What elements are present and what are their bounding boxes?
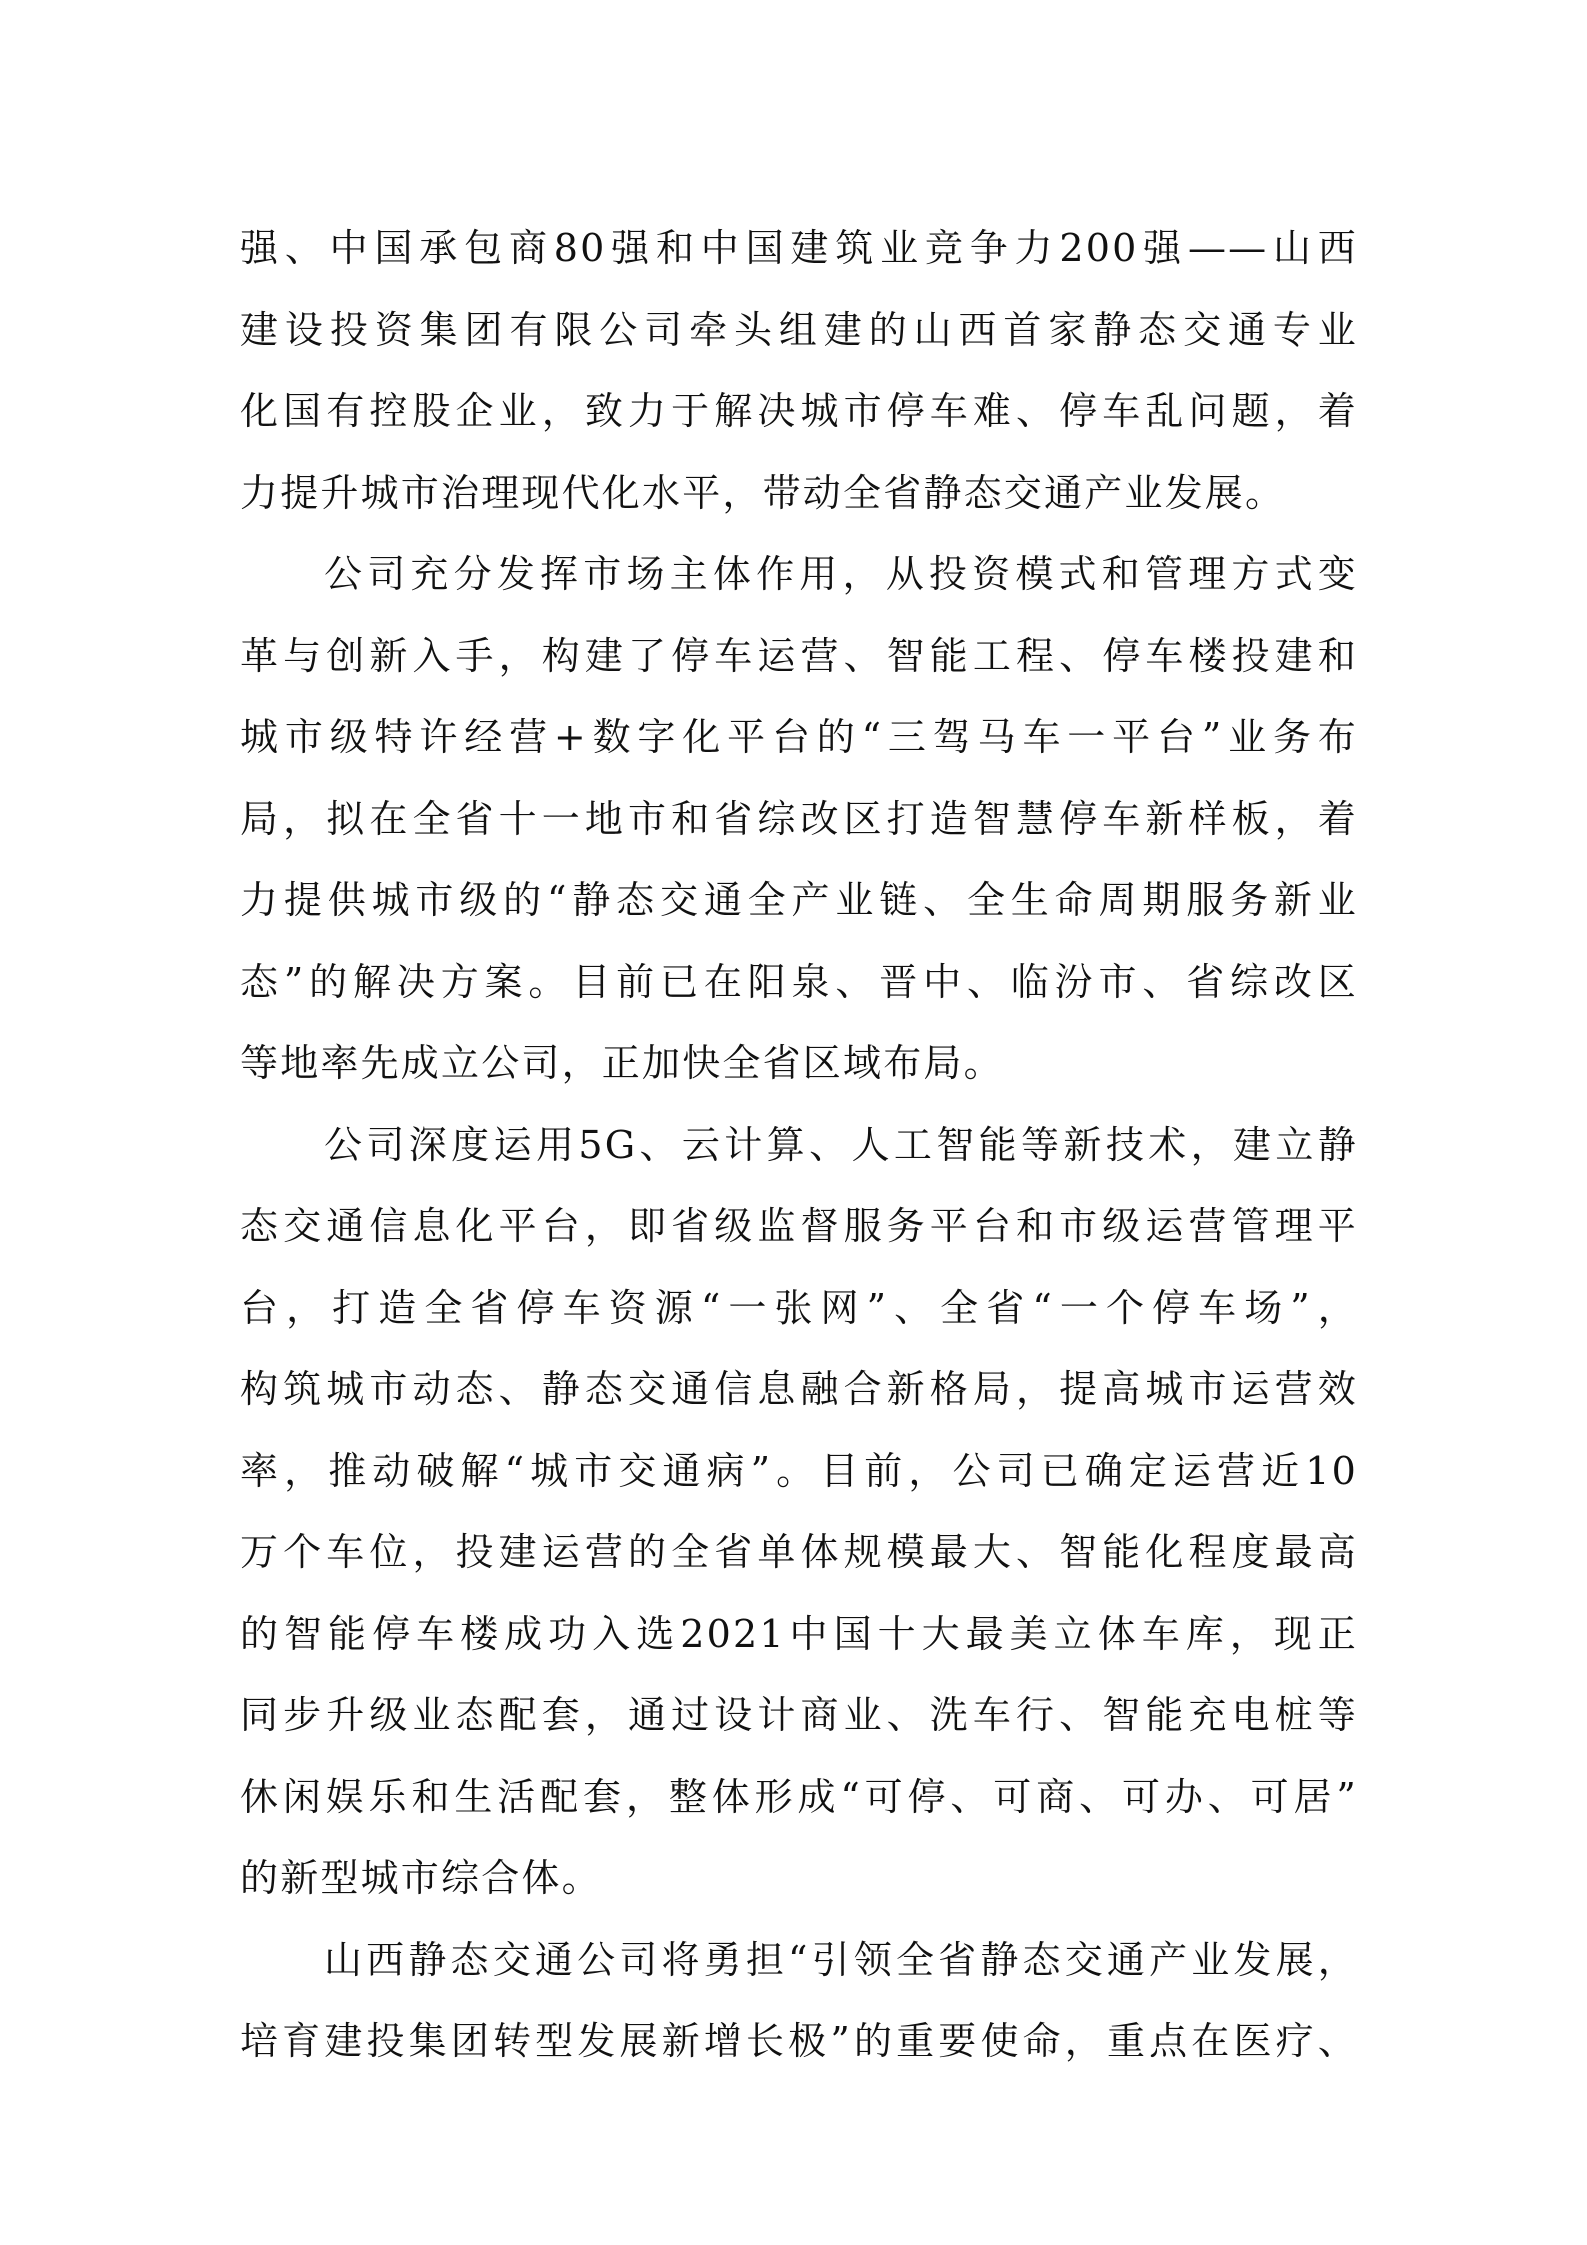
paragraph-mission [240,1920,1358,2083]
text-line: 的智能停车楼成功入选2021中国十大最美立体车库，现正 [240,1611,1358,1656]
text-line: 的新型城市综合体。 [240,1856,602,1900]
text-line: 强、中国承包商80强和中国建筑业竞争力200强——山西 [240,226,1358,270]
text-line: 山西静态交通公司将勇担“引领全省静态交通产业发展， [324,1937,1358,1982]
text-line: 培育建投集团转型发展新增长极”的重要使命，重点在医疗、 [240,2019,1358,2063]
text-line: 等地率先成立公司，正加快全省区域布局。 [240,1041,1004,1085]
paragraph-company-intro [240,208,1358,534]
text-line: 休闲娱乐和生活配套，整体形成“可停、可商、可办、可居” [240,1774,1358,1819]
paragraph-business-layout [240,534,1358,1105]
paragraph-technology-platform [240,1105,1358,1920]
text-line: 化国有控股企业，致力于解决城市停车难、停车乱问题，着 [240,389,1358,433]
document-page [240,208,1358,2083]
text-line: 革与创新入手，构建了停车运营、智能工程、停车楼投建和 [240,633,1358,678]
text-line: 态交通信息化平台，即省级监督服务平台和市级运营管理平 [240,1204,1358,1248]
text-line: 率，推动破解“城市交通病”。目前，公司已确定运营近10 [240,1448,1359,1493]
text-line: 态”的解决方案。目前已在阳泉、晋中、临汾市、省综改区 [240,959,1358,1004]
text-line: 公司充分发挥市场主体作用，从投资模式和管理方式变 [324,552,1358,596]
text-line: 建设投资集团有限公司牵头组建的山西首家静态交通专业 [240,307,1358,352]
text-line: 力提供城市级的“静态交通全产业链、全生命周期服务新业 [240,878,1358,922]
text-line: 台，打造全省停车资源“一张网”、全省“一个停车场”， [240,1285,1358,1330]
text-line: 局，拟在全省十一地市和省综改区打造智慧停车新样板，着 [240,796,1358,841]
text-line: 构筑城市动态、静态交通信息融合新格局，提高城市运营效 [240,1367,1358,1411]
text-line: 力提升城市治理现代化水平，带动全省静态交通产业发展。 [240,470,1286,515]
text-line: 城市级特许经营+数字化平台的“三驾马车一平台”业务布 [240,715,1358,759]
text-line: 同步升级业态配套，通过设计商业、洗车行、智能充电桩等 [240,1693,1358,1737]
text-line: 公司深度运用5G、云计算、人工智能等新技术，建立静 [324,1122,1358,1167]
text-line: 万个车位，投建运营的全省单体规模最大、智能化程度最高 [240,1530,1358,1574]
